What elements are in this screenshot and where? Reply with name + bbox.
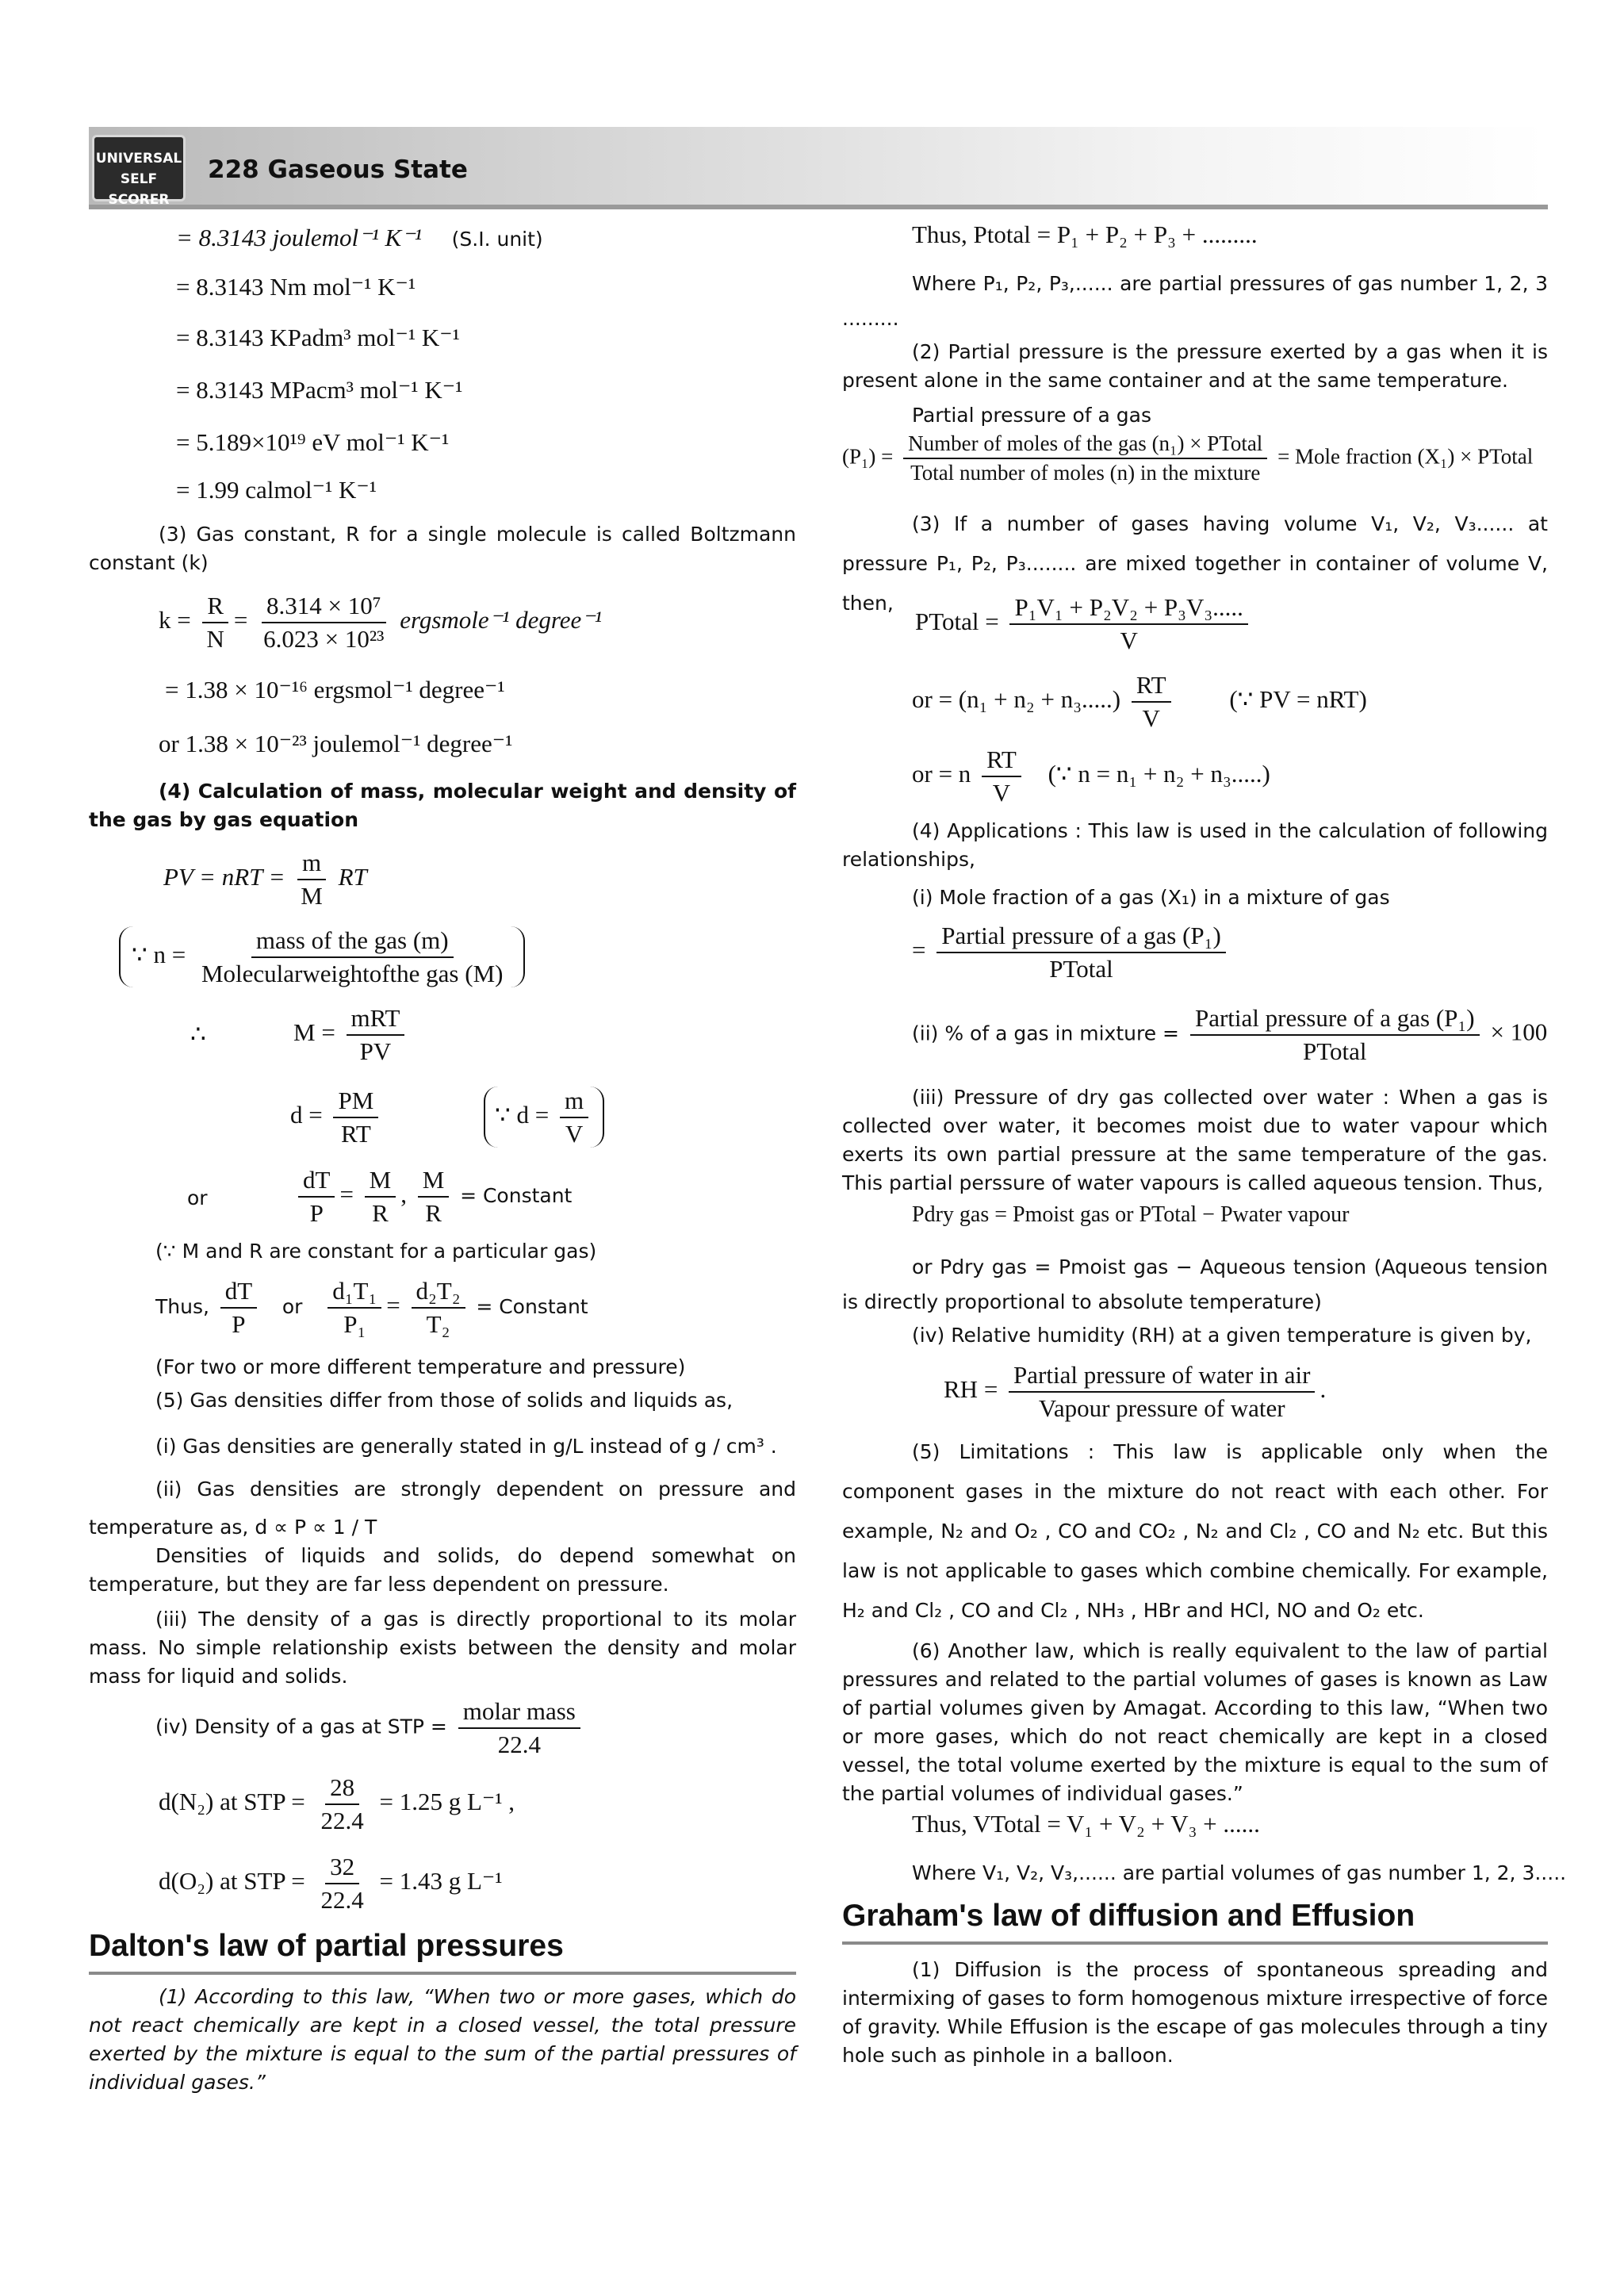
- therefore-symbol: ∴: [190, 1020, 206, 1048]
- percent-gas-formula: (ii) % of a gas in mixture = $\frac{\text{Partial pressure of a gas (P₁)}}{\text{PTotal}}$ × 100: [912, 1004, 1548, 1065]
- r-value-kpa: = 8.3143 KPadm³ mol⁻¹ K⁻¹: [176, 324, 460, 351]
- boltzmann-para: (3) Gas constant, R for a single molecule is called Boltzmann constant (k): [89, 523, 796, 574]
- relative-humidity-item: (iv) Relative humidity (RH) at a given temperature is given by,: [912, 1324, 1532, 1347]
- boltzmann-value-joule: or 1.38 × 10⁻²³ joulemol⁻¹ degree⁻¹: [159, 730, 513, 757]
- boltzmann-formula: k = $\frac{R}{N}$ = $\frac{\text{8.314 × 10⁷}}{\text{6.023 × 10²³}}$ ergsmole⁻¹ degree⁻¹: [159, 592, 602, 653]
- total-volume-formula: Thus, VTotal = V₁ + V₂ + V₃ + ......: [912, 1810, 1260, 1838]
- r-value-nm: = 8.3143 Nm mol⁻¹ K⁻¹: [176, 273, 416, 301]
- ptotal-n-formula: or = n $\frac{RT}{V}$ (∵ n = n₁ + n₂ + n₃.....): [912, 746, 1270, 807]
- two-state-formula: Thus, $\frac{dT}{P}$ or $\frac{\text{d₁T₁}}{\text{P₁}}$ = $\frac{\text{d₂T₂}}{\text{T₂}}$ = Constant: [155, 1277, 588, 1338]
- dry-gas-formula: Pdry gas = Pmoist gas or PTotal − Pwater vapour: [912, 1202, 1350, 1227]
- total-pressure-formula: Thus, Ptotal = P₁ + P₂ + P₃ + .........: [912, 220, 1258, 248]
- dalton-law-statement: (1) According to this law, “When two or more gases, which do not react chemically are kept in a closed vessel, the total pressure exerted by the mixture is equal to the sum of the partial pressures of individual gases.”: [89, 1985, 796, 2094]
- molar-mass-formula: M = $\frac{\text{mRT}}{PV}$: [293, 1004, 409, 1065]
- calc-heading: (4) Calculation of mass, molecular weight and density of the gas by gas equation: [89, 780, 796, 831]
- mole-fraction-formula: (P₁) = $\frac{\text{Number of moles of the gas (n₁) × PTotal}}{\text{Total number of moles (n) in the mixture}}$ = Mole fraction (X₁) × PTotal: [842, 431, 1534, 485]
- section-title-dalton: Dalton's law of partial pressures: [89, 1929, 564, 1963]
- mole-fraction-item: (i) Mole fraction of a gas (X₁) in a mixture of gas: [912, 886, 1390, 909]
- n-definition: ∵ n = $\frac{\text{mass of the gas (m)}}{\text{Molecularweightofthe gas (M)}}$: [119, 926, 525, 987]
- molar-mass-note: (iii) The density of a gas is directly proportional to its molar mass. No simple relationship exists between the density and molar mass for liquid and solids.: [89, 1608, 796, 1688]
- partial-pressures-where: Where P₁, P₂, P₃,...... are partial pressures of gas number 1, 2, 3 .........: [842, 272, 1548, 330]
- two-state-note: (For two or more different temperature and pressure): [155, 1355, 686, 1378]
- dry-gas-aqueous: or Pdry gas = Pmoist gas − Aqueous tension (Aqueous tension is directly proportional to absolute temperature): [842, 1255, 1548, 1313]
- universal-self-scorer-logo: UNIVERSAL SELF SCORER: [92, 135, 186, 201]
- ptotal-formula: PTotal = $\frac{\text{P₁V₁ + P₂V₂ + P₃V₃.....}}{V}$: [915, 593, 1253, 654]
- densities-heading: (5) Gas densities differ from those of solids and liquids as,: [155, 1389, 733, 1412]
- density-dependence: (ii) Gas densities are strongly dependent on pressure and temperature as, d ∝ P ∝ 1 / T: [89, 1478, 796, 1539]
- liquids-solids-note: Densities of liquids and solids, do depend somewhat on temperature, but they are far less dependent on pressure.: [89, 1544, 796, 1596]
- boltzmann-value-erg: = 1.38 × 10⁻¹⁶ ergsmol⁻¹ degree⁻¹: [165, 676, 505, 703]
- dry-gas-para: (iii) Pressure of dry gas collected over water : When a gas is collected over water, it becomes moist due to water vapour which exerts its own partial pressure at the same temperature of the gas. This partial perssure of water vapours is called aqueous tension. Thus,: [842, 1086, 1548, 1194]
- amagat-para: (6) Another law, which is really equivalent to the law of partial pressures and related to the partial volumes of gases is known as Law of partial volumes given by Amagat. According to this law, “When two or more gases, which do not react chemically are kept in a closed vessel, the total volume exerted by the mixture is equal to the sum of the partial volumes of individual gases.”: [842, 1639, 1548, 1805]
- ptotal-moles-formula: or = (n₁ + n₂ + n₃.....) $\frac{RT}{V}$ (∵ PV = nRT): [912, 671, 1367, 732]
- stp-density-formula: (iv) Density of a gas at STP = $\frac{\text{molar mass}}{22.4}$: [155, 1697, 585, 1758]
- applications-para: (4) Applications : This law is used in the calculation of following relationships,: [842, 819, 1548, 871]
- density-formula: d = $\frac{PM}{RT}$: [290, 1087, 383, 1148]
- header-rule: [89, 205, 1548, 209]
- r-value-si: = 8.3143 joulemol⁻¹ K⁻¹ (S.I. unit): [176, 224, 543, 251]
- partial-pressure-definition: (2) Partial pressure is the pressure exerted by a gas when it is present alone in the same container and at the same temperature.: [842, 340, 1548, 392]
- dt-constant-formula: $\frac{dT}{P}$ = $\frac{M}{R}$ , $\frac{M}{R}$ = Constant: [293, 1166, 572, 1227]
- section-title-graham: Graham's law of diffusion and Effusion: [842, 1899, 1415, 1933]
- partial-volumes-where: Where V₁, V₂, V₃,...... are partial volumes of gas number 1, 2, 3.....: [912, 1861, 1567, 1884]
- section-rule-graham: [842, 1941, 1548, 1945]
- limitations-para: (5) Limitations : This law is applicable only when the component gases in the mixture do not react with each other. For example, N₂ and O₂ , CO and CO₂ , N₂ and Cl₂ , CO and N₂ etc. But this law is not applicable to gases which combine chemically. For example, H₂ and Cl₂ , CO and Cl₂ , NH₃ , HBr and HCl, NO and O₂ etc.: [842, 1440, 1548, 1622]
- r-value-mpa: = 8.3143 MPacm³ mol⁻¹ K⁻¹: [176, 376, 463, 404]
- mole-fraction-expression: = $\frac{\text{Partial pressure of a gas (P₁)}}{\text{PTotal}}$: [912, 922, 1231, 983]
- or-label: or: [187, 1186, 208, 1209]
- section-rule-dalton: [89, 1972, 796, 1975]
- density-definition: ∵ d = $\frac{m}{V}$: [484, 1087, 604, 1148]
- density-units: (i) Gas densities are generally stated in g/L instead of g / cm³ .: [155, 1435, 777, 1458]
- relative-humidity-formula: RH = $\frac{\text{Partial pressure of water in air}}{\text{Vapour pressure of water}}$ .: [944, 1361, 1327, 1422]
- o2-density: d(O₂) at STP = $\frac{32}{22.4}$ = 1.43 g L⁻¹: [159, 1853, 503, 1914]
- partial-pressure-label: Partial pressure of a gas: [912, 404, 1151, 427]
- pv-equation: PV = nRT = $\frac{m}{M}$ RT: [163, 849, 367, 910]
- diffusion-para: (1) Diffusion is the process of spontaneous spreading and intermixing of gases to form homogenous mixture irrespective of force of gravity. While Effusion is the escape of gas molecules through a tiny hole such as pinhole in a balloon.: [842, 1958, 1548, 2067]
- r-value-cal: = 1.99 calmol⁻¹ K⁻¹: [176, 476, 377, 504]
- n2-density: d(N₂) at STP = $\frac{28}{22.4}$ = 1.25 g L⁻¹ ,: [159, 1773, 515, 1834]
- constant-note: (∵ M and R are constant for a particular gas): [155, 1240, 597, 1263]
- r-value-ev: = 5.189×10¹⁹ eV mol⁻¹ K⁻¹: [176, 428, 450, 456]
- mixture-volume-para: (3) If a number of gases having volume V₁, V₂, V₃...... at pressure P₁, P₂, P₃........ are mixed together in container of volume V, then,: [842, 512, 1548, 615]
- page-title: 228 Gaseous State: [208, 155, 468, 184]
